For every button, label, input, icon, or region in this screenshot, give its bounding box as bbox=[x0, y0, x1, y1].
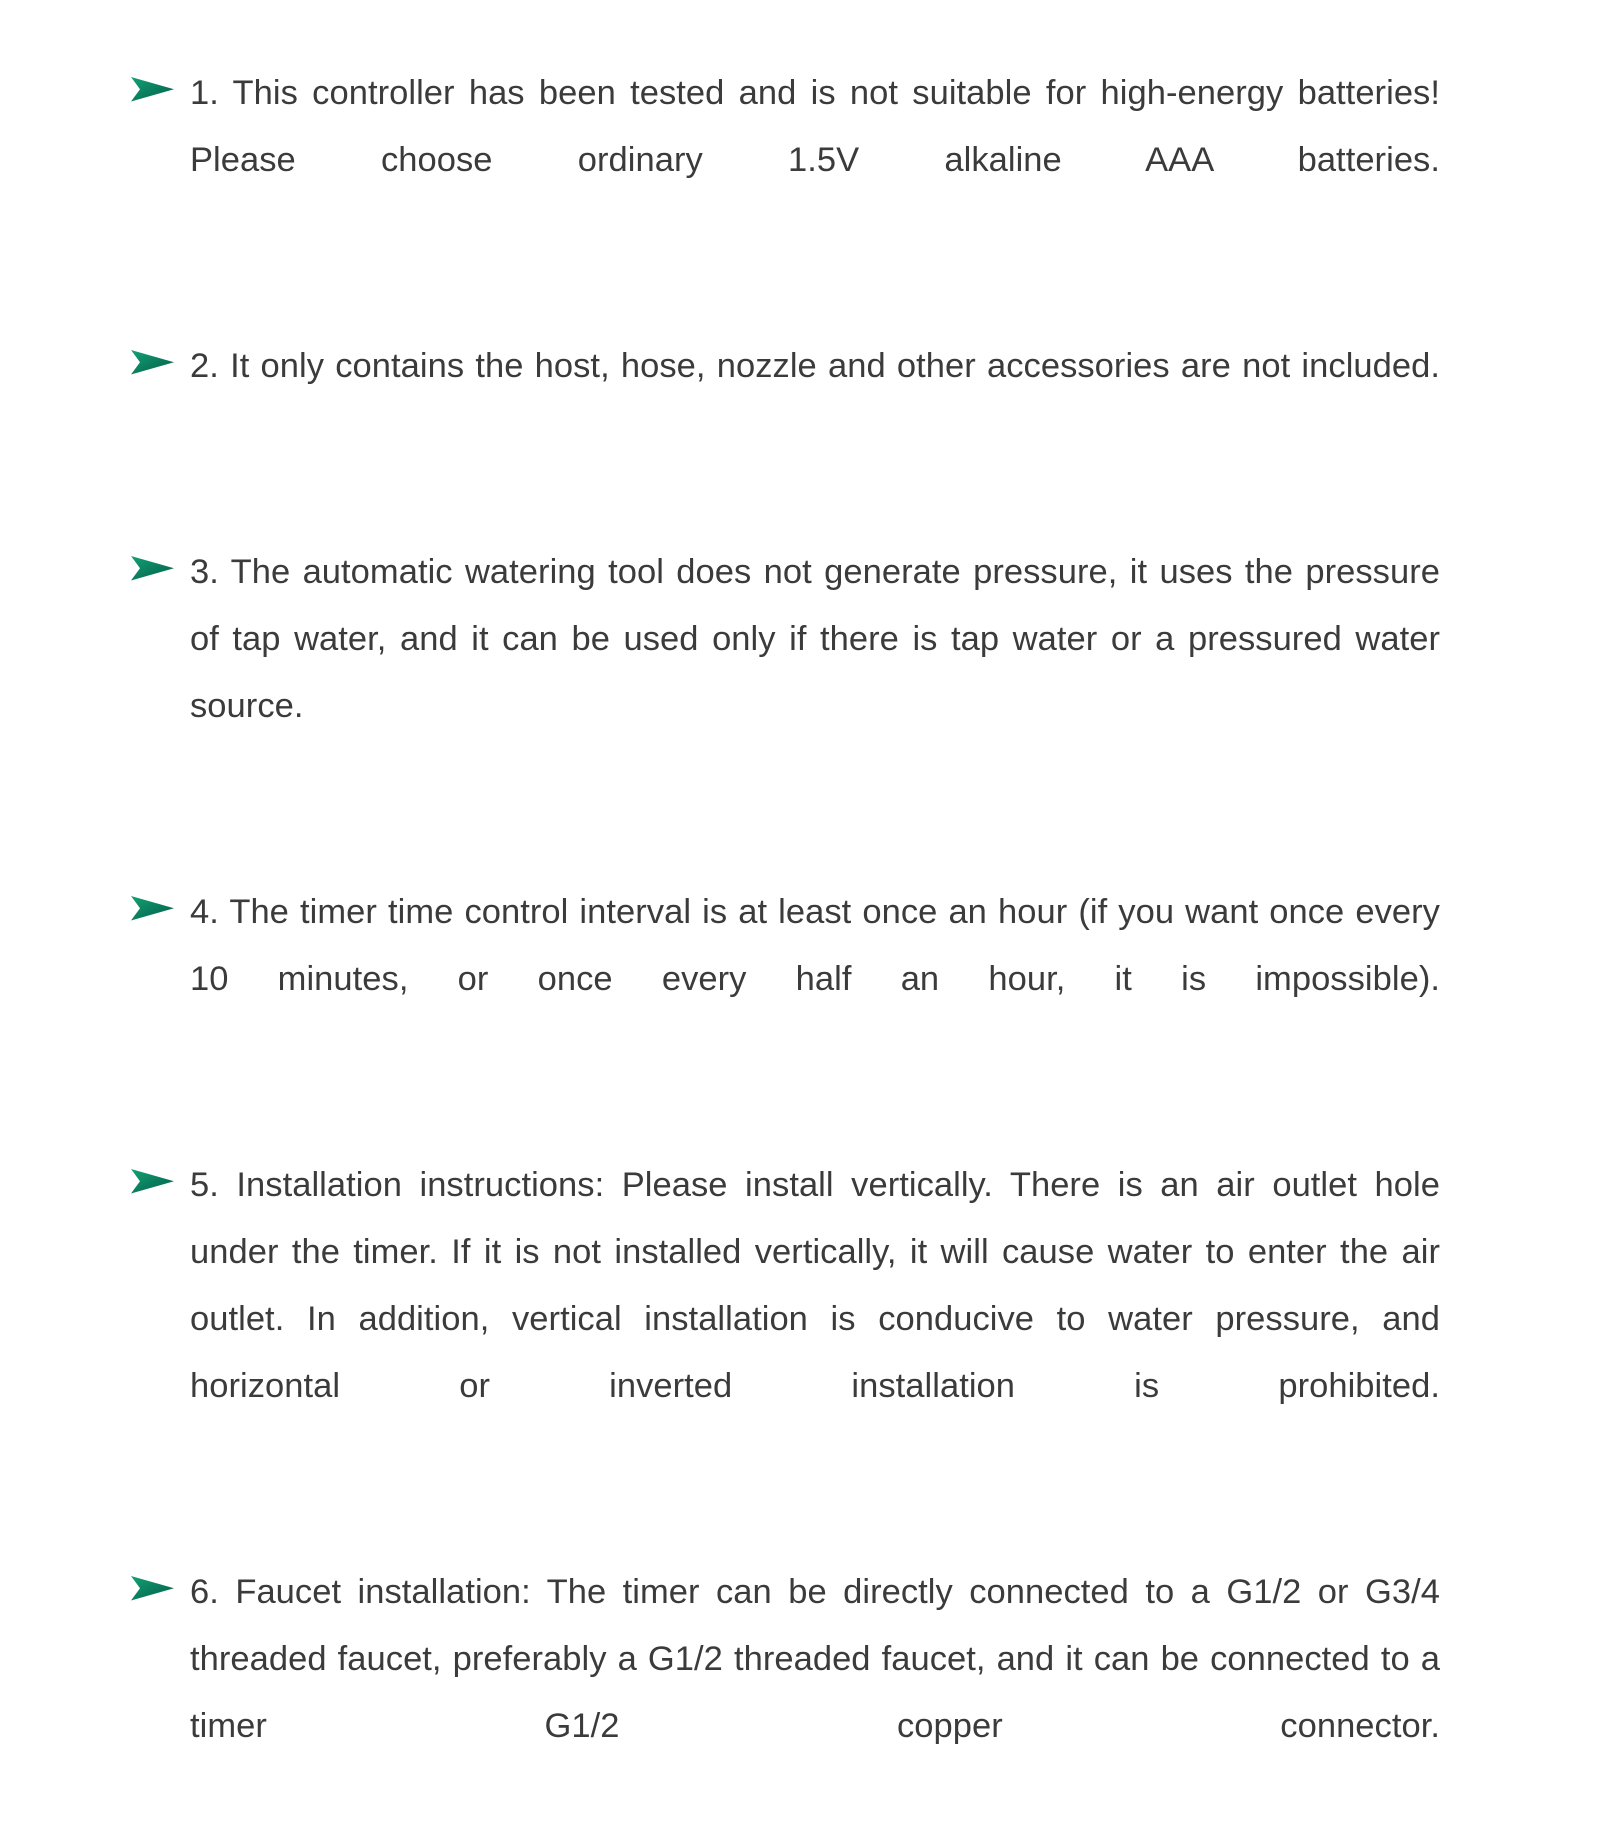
arrow-right-triangle-icon bbox=[128, 553, 176, 583]
arrow-right-triangle-icon bbox=[128, 893, 176, 923]
note-text: 1. This controller has been tested and is not suitable for high-energy batteries! Please choose ordinary 1.5V alkaline AAA batteries. bbox=[190, 74, 1440, 179]
list-item bbox=[128, 60, 1440, 261]
list-item bbox=[128, 1152, 1440, 1487]
list-item bbox=[128, 879, 1440, 1080]
note-text: 3. The automatic watering tool does not generate pressure, it uses the pressure of tap water, and it can be used only if there is tap water or a pressured water source. bbox=[190, 553, 1440, 725]
note-text: 5. Installation instructions: Please install vertically. There is an air outlet hole under the timer. If it is not installed vertically, it will cause water to enter the air outlet. In addition, vertical installation is conducive to water pressure, and horizontal or inverted installation is prohibited. bbox=[190, 1166, 1440, 1405]
list-item bbox=[128, 333, 1440, 467]
arrow-right-triangle-icon bbox=[128, 1573, 176, 1603]
arrow-right-triangle-icon bbox=[128, 74, 176, 104]
instruction-notes-list bbox=[128, 60, 1440, 1827]
arrow-right-triangle-icon bbox=[128, 347, 176, 377]
note-text: 2. It only contains the host, hose, nozzle and other accessories are not included. bbox=[190, 347, 1440, 385]
note-text: 4. The timer time control interval is at least once an hour (if you want once every 10 minutes, or once every half an hour, it is impossible). bbox=[190, 893, 1440, 998]
list-item bbox=[128, 539, 1440, 807]
note-text: 6. Faucet installation: The timer can be directly connected to a G1/2 or G3/4 threaded faucet, preferably a G1/2 threaded faucet, and it can be connected to a timer G1/2 copper connector. bbox=[190, 1573, 1440, 1745]
list-item bbox=[128, 1559, 1440, 1827]
arrow-right-triangle-icon bbox=[128, 1166, 176, 1196]
